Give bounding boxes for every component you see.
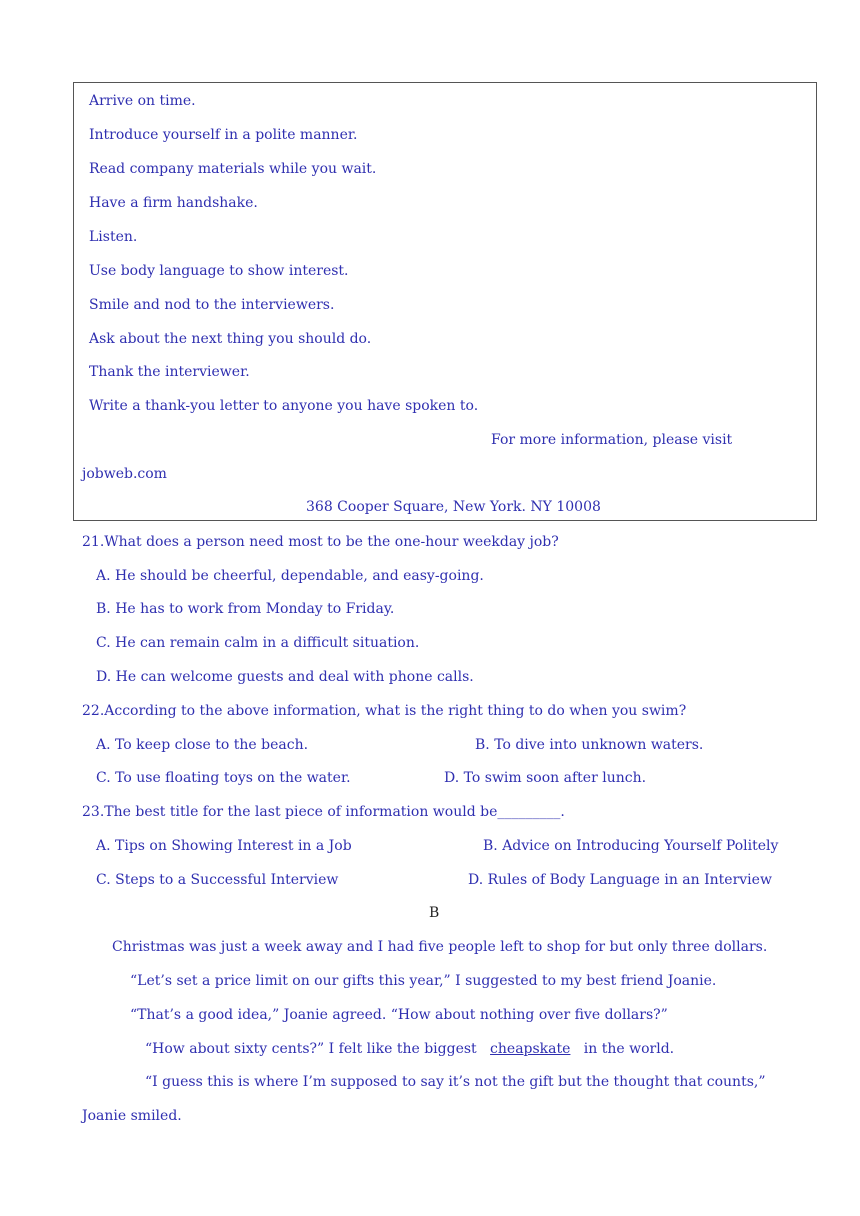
tip-line: Introduce yourself in a polite manner. — [89, 127, 358, 143]
q23-option-b: B. Advice on Introducing Yourself Politely — [483, 838, 779, 854]
q22-option-a: A. To keep close to the beach. — [96, 737, 309, 753]
story-paragraph: “That’s a good idea,” Joanie agreed. “How about nothing over five dollars?” — [130, 1007, 668, 1023]
tip-line: Thank the interviewer. — [89, 364, 250, 380]
q23-option-a: A. Tips on Showing Interest in a Job — [96, 838, 352, 854]
website-link[interactable]: jobweb.com — [82, 466, 167, 482]
q22-option-d: D. To swim soon after lunch. — [444, 770, 647, 786]
tip-line: Read company materials while you wait. — [89, 161, 377, 177]
tip-line: Have a firm handshake. — [89, 195, 258, 211]
story-paragraph: “Let’s set a price limit on our gifts this year,” I suggested to my best friend Joanie. — [130, 973, 717, 989]
story-paragraph: “I guess this is where I’m supposed to say it’s not the gift but the thought that counts,” — [145, 1074, 766, 1090]
q21-option-d: D. He can welcome guests and deal with phone calls. — [96, 669, 474, 685]
story-paragraph: Christmas was just a week away and I had five people left to shop for but only three dollars. — [112, 939, 768, 955]
q22-option-c: C. To use floating toys on the water. — [96, 770, 351, 786]
question-22: 22.According to the above information, what is the right thing to do when you swim? — [82, 703, 687, 719]
story-paragraph — [145, 1040, 674, 1058]
underlined-word: cheapskate — [490, 1041, 571, 1057]
story-paragraph: Joanie smiled. — [82, 1108, 182, 1124]
q21-option-b: B. He has to work from Monday to Friday. — [96, 601, 395, 617]
address: 368 Cooper Square, New York. NY 10008 — [306, 499, 601, 515]
tip-line: Write a thank-you letter to anyone you have spoken to. — [89, 398, 479, 414]
tip-line: Use body language to show interest. — [89, 263, 349, 279]
q21-option-c: C. He can remain calm in a difficult situation. — [96, 635, 420, 651]
section-heading: B — [429, 905, 440, 921]
tip-line: Smile and nod to the interviewers. — [89, 297, 335, 313]
story-text: in the world. — [583, 1041, 675, 1057]
q23-option-c: C. Steps to a Successful Interview — [96, 872, 339, 888]
q21-option-a: A. He should be cheerful, dependable, and easy-going. — [96, 568, 484, 584]
more-info-text: For more information, please visit — [491, 432, 733, 448]
q22-option-b: B. To dive into unknown waters. — [475, 737, 704, 753]
q23-option-d: D. Rules of Body Language in an Interview — [468, 872, 772, 888]
question-23: 23.The best title for the last piece of information would be_________. — [82, 804, 565, 820]
tip-line: Ask about the next thing you should do. — [89, 331, 372, 347]
question-21: 21.What does a person need most to be the one-hour weekday job? — [82, 534, 559, 550]
tip-line: Arrive on time. — [89, 93, 196, 109]
story-text: “How about sixty cents?” I felt like the biggest — [145, 1041, 477, 1057]
tip-line: Listen. — [89, 229, 138, 245]
